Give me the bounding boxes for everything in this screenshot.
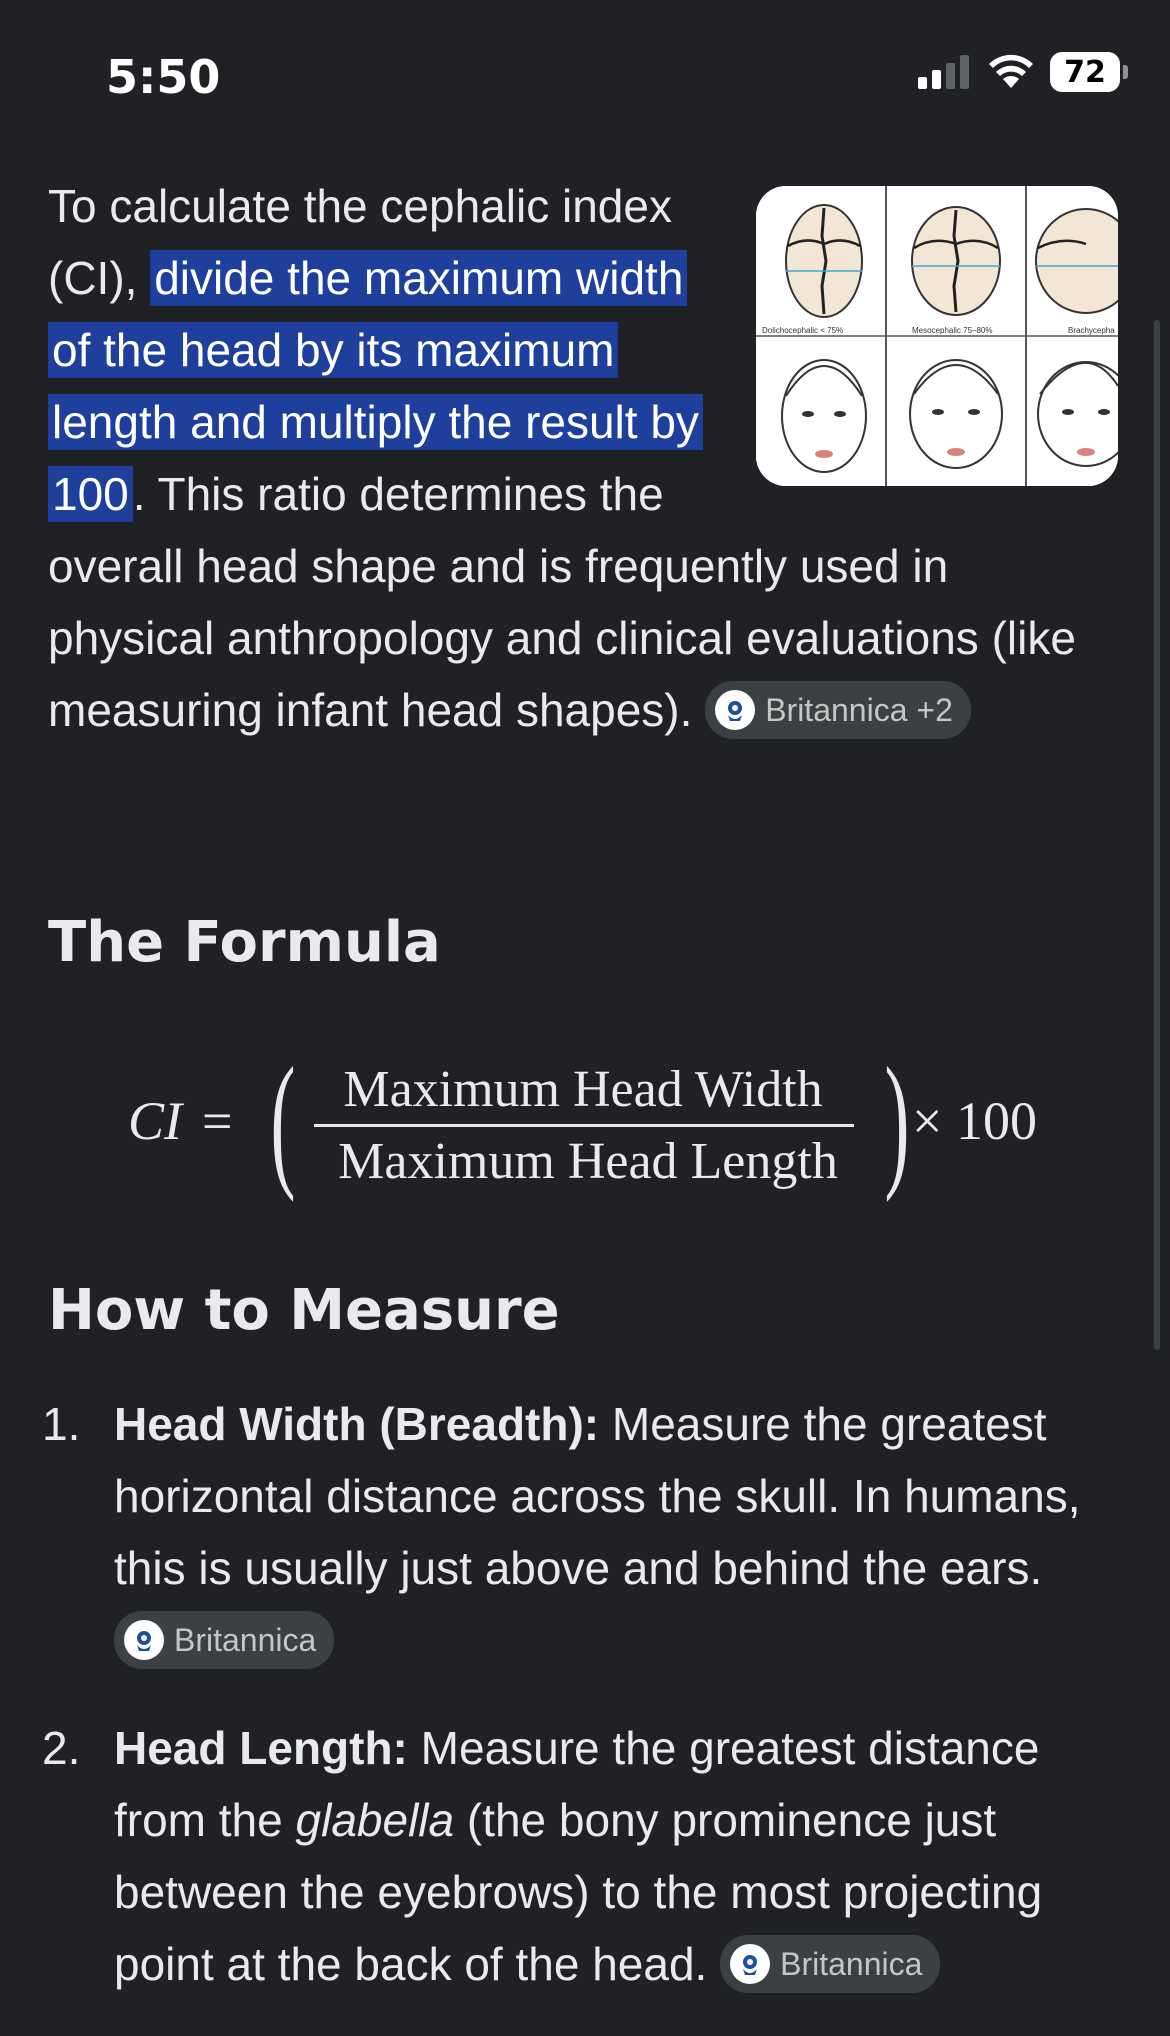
source-chip[interactable] xyxy=(114,1611,334,1669)
list-item-title: Head Width (Breadth): xyxy=(114,1398,600,1450)
britannica-logo-icon xyxy=(715,690,755,730)
cephalic-index-thumbnail[interactable] xyxy=(756,186,1118,486)
skull-shapes-illustration xyxy=(756,186,1118,486)
cephalic-index-formula xyxy=(128,1037,1048,1203)
list-item-number: 1. xyxy=(42,1398,81,1450)
thumb-label-3: Brachycepha xyxy=(1068,326,1115,335)
formula-lhs: CI xyxy=(128,1091,182,1151)
thumb-label-1: Dolichocephalic < 75% xyxy=(762,326,844,335)
formula-numerator: Maximum Head Width xyxy=(343,1061,823,1118)
list-item-text: Measure the greatest distance from the xyxy=(114,1722,1040,1846)
list-item-italic-term: glabella xyxy=(295,1794,455,1846)
status-bar xyxy=(0,0,1170,150)
clock: 5:50 xyxy=(106,50,221,104)
formula-equals: = xyxy=(202,1091,233,1151)
formula-right-paren: ) xyxy=(884,1037,910,1203)
intro-text-rest: This ratio determines the overall head shape and is frequently used in physical anthropology and clinical evaluations (like measuring infant head shapes). xyxy=(48,468,1076,736)
highlighted-answer: divide the maximum width of the head by its maximum length and multiply the result by 100 xyxy=(48,250,703,522)
source-chip[interactable] xyxy=(705,681,971,739)
intro-period: . xyxy=(132,468,146,520)
source-chip[interactable] xyxy=(720,1935,940,1993)
list-item-title: Head Length: xyxy=(114,1722,408,1774)
britannica-logo-icon xyxy=(124,1620,164,1660)
source-chip-label: Britannica xyxy=(780,1945,923,1982)
answer-content xyxy=(48,170,1118,746)
source-chip-label: Britannica xyxy=(174,1621,317,1658)
scrollbar[interactable] xyxy=(1154,320,1160,1350)
list-item xyxy=(42,1388,1128,1676)
battery-tip xyxy=(1123,65,1128,79)
measure-steps-list xyxy=(42,1388,1128,2036)
fraction-bar xyxy=(314,1124,854,1127)
list-item xyxy=(42,1712,1128,2000)
battery-level: 72 xyxy=(1064,54,1106,90)
wifi-icon xyxy=(988,54,1034,90)
thumb-label-2: Mesocephalic 75–80% xyxy=(912,326,993,335)
measure-heading: How to Measure xyxy=(48,1278,560,1343)
formula-left-paren: ( xyxy=(270,1037,296,1203)
formula-denominator: Maximum Head Length xyxy=(338,1133,838,1190)
list-item-number: 2. xyxy=(42,1722,81,1774)
list-item-text: Measure the greatest horizontal distance across the skull. In humans, this is usually just above and behind the ears. xyxy=(114,1398,1081,1594)
formula-multiplier: × 100 xyxy=(912,1091,1037,1151)
signal-icon xyxy=(918,55,972,89)
system-icons xyxy=(918,52,1120,92)
list-item-text-cont: (the bony prominence just between the eyebrows) to the most projecting point at the back of the head. xyxy=(114,1794,1043,1990)
formula-heading: The Formula xyxy=(48,910,441,975)
intro-text-before: To calculate the cephalic index (CI), xyxy=(48,180,672,304)
battery-indicator xyxy=(1050,52,1120,92)
britannica-logo-icon xyxy=(730,1944,770,1984)
source-chip-label: Britannica +2 xyxy=(765,691,953,728)
